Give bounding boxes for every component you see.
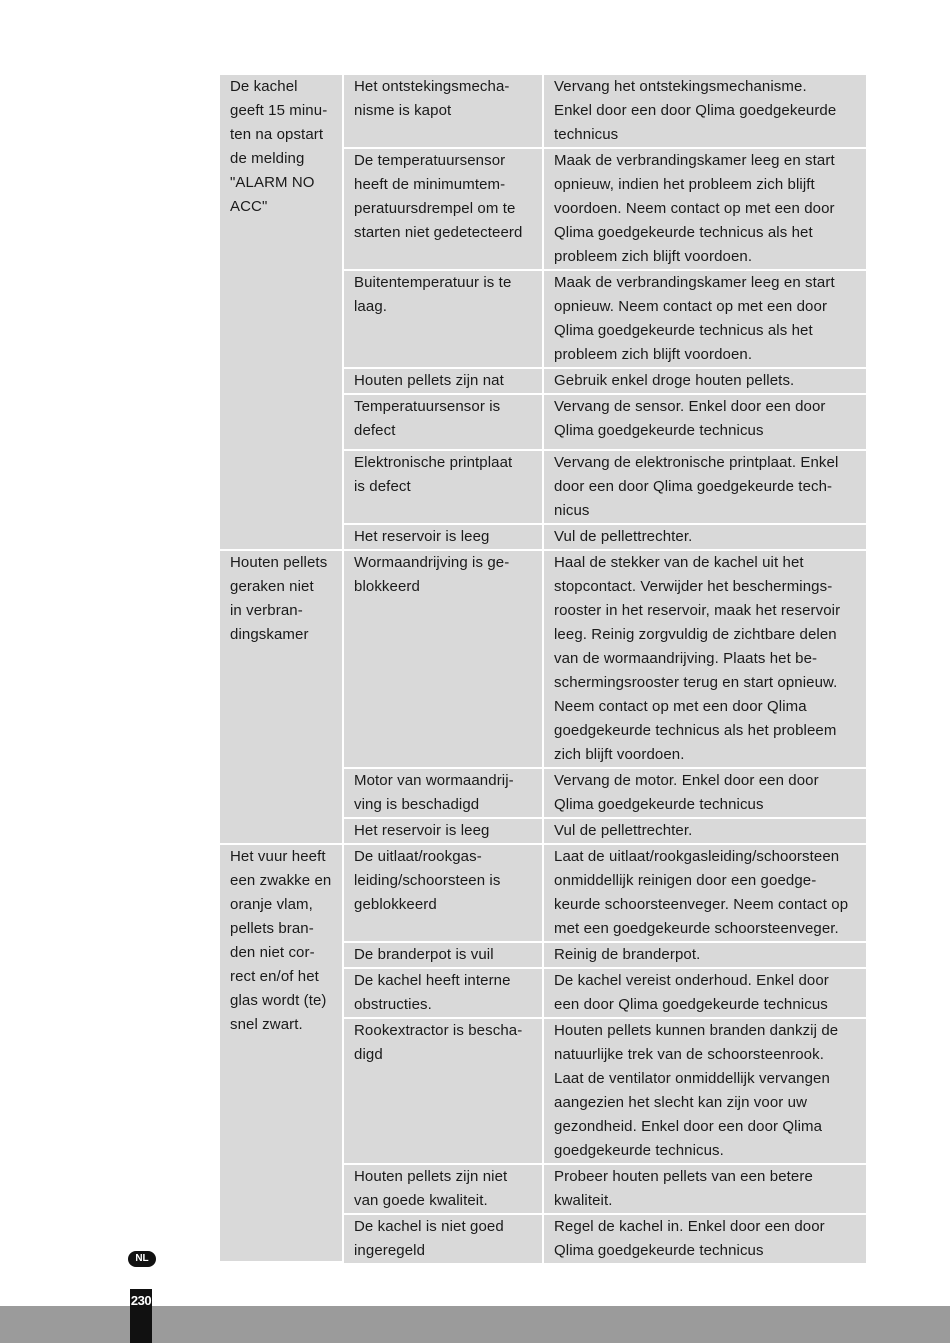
table-row (220, 75, 866, 149)
solution-cell: Maak de verbrandingskamer leeg en start opnieuw, indien het probleem zich blijft voordoen. Neem contact op met een door Qlima goedgekeurde technicus als het probleem zich blijft voordoen. (544, 149, 866, 271)
solution-cell: Houten pellets kunnen branden dankzij de natuurlijke trek van de schoorsteenrook. Laat de ventilator onmiddellijk vervangen aangezien het slecht kan zijn voor uw gezondheid. Enkel door een door Qlima goedgekeurde technicus. (544, 1019, 866, 1165)
cause-cell: Motor van wormaandrij- ving is beschadigd (344, 769, 544, 819)
symptom-cell: Het vuur heeft een zwakke en oranje vlam, pellets bran- den niet cor- rect en/of het glas wordt (te) snel zwart. (220, 845, 344, 1263)
page-number: 230 (130, 1293, 152, 1308)
cause-cell: De kachel heeft interne obstructies. (344, 969, 544, 1019)
solution-cell: Gebruik enkel droge houten pellets. (544, 369, 866, 395)
solution-cell: Vul de pellettrechter. (544, 525, 866, 551)
solution-cell: Vervang het ontstekingsmechanisme. Enkel door een door Qlima goedgekeurde technicus (544, 75, 866, 149)
cause-cell: Wormaandrijving is ge- blokkeerd (344, 551, 544, 769)
solution-cell: Laat de uitlaat/rookgasleiding/schoorsteen onmiddellijk reinigen door een goedge- keurde schoorsteenveger. Neem contact op met een goedgekeurde schoorsteenveger. (544, 845, 866, 943)
troubleshooting-table (220, 75, 866, 1263)
solution-cell: Vul de pellettrechter. (544, 819, 866, 845)
language-badge: NL (128, 1251, 156, 1267)
cause-cell: Houten pellets zijn niet van goede kwaliteit. (344, 1165, 544, 1215)
solution-cell: Vervang de motor. Enkel door een door Qlima goedgekeurde technicus (544, 769, 866, 819)
cause-cell: De branderpot is vuil (344, 943, 544, 969)
solution-cell: Haal de stekker van de kachel uit het stopcontact. Verwijder het beschermings- rooster in het reservoir, maak het reservoir leeg. Reinig zorgvuldig de zichtbare delen van de wormaandrijving. Plaats het be- schermingsrooster terug en start opnieuw. Neem contact op met een door Qlima goedgekeurde technicus als het probleem zich blijft voordoen. (544, 551, 866, 769)
cause-cell: De temperatuursensor heeft de minimumtem- peratuursdrempel om te starten niet gedetecteerd (344, 149, 544, 271)
solution-cell: Vervang de sensor. Enkel door een door Qlima goedgekeurde technicus (544, 395, 866, 451)
solution-cell: Probeer houten pellets van een betere kwaliteit. (544, 1165, 866, 1215)
cause-cell: De uitlaat/rookgas- leiding/schoorsteen is geblokkeerd (344, 845, 544, 943)
cause-cell: Temperatuursensor is defect (344, 395, 544, 451)
cause-cell: Het reservoir is leeg (344, 819, 544, 845)
cause-cell: Elektronische printplaat is defect (344, 451, 544, 525)
cause-cell: Houten pellets zijn nat (344, 369, 544, 395)
table-row (220, 551, 866, 769)
solution-cell: Vervang de elektronische printplaat. Enkel door een door Qlima goedgekeurde tech- nicus (544, 451, 866, 525)
solution-cell: Regel de kachel in. Enkel door een door Qlima goedgekeurde technicus (544, 1215, 866, 1263)
solution-cell: Reinig de branderpot. (544, 943, 866, 969)
cause-cell: Het reservoir is leeg (344, 525, 544, 551)
cause-cell: Rookextractor is bescha- digd (344, 1019, 544, 1165)
symptom-cell: De kachel geeft 15 minu- ten na opstart de melding "ALARM NO ACC" (220, 75, 344, 551)
cause-cell: Buitentemperatuur is te laag. (344, 271, 544, 369)
cause-cell: De kachel is niet goed ingeregeld (344, 1215, 544, 1263)
symptom-cell: Houten pellets geraken niet in verbran- dingskamer (220, 551, 344, 845)
solution-cell: De kachel vereist onderhoud. Enkel door een door Qlima goedgekeurde technicus (544, 969, 866, 1019)
cause-cell: Het ontstekingsmecha- nisme is kapot (344, 75, 544, 149)
table-row (220, 845, 866, 943)
solution-cell: Maak de verbrandingskamer leeg en start opnieuw. Neem contact op met een door Qlima goedgekeurde technicus als het probleem zich blijft voordoen. (544, 271, 866, 369)
